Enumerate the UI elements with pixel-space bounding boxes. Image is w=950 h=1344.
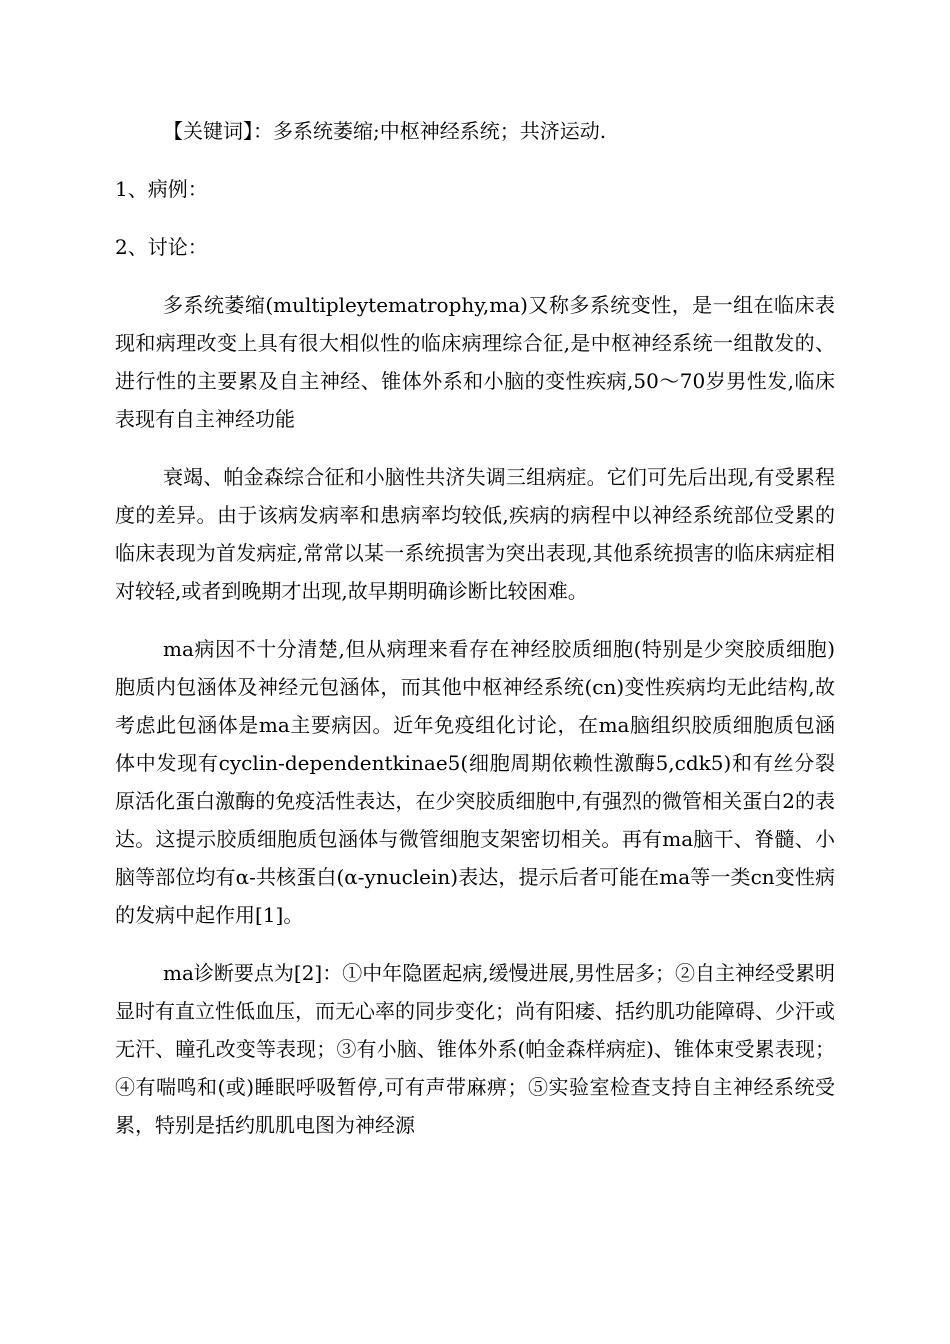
keywords-line: 【关键词】：多系统萎缩;中枢神经系统；共济运动. [163,119,607,143]
document-page [115,112,835,1162]
heading-discussion: 2、讨论： [115,235,208,259]
paragraph-etiology: ma病因不十分清楚,但从病理来看存在神经胶质细胞(特别是少突胶质细胞)胞质内包涵体及神经元包涵体，而其他中枢神经系统(cn)变性疾病均无此结构,故考虑此包涵体是ma主要病因。近年免疫组化讨论，在ma脑组织胶质细胞质包涵体中发现有cyclin-dependentkinae5(细胞周期依赖性激酶5,cdk5)和有丝分裂原活化蛋白激酶的免疫活性表达，在少突胶质细胞中,有强烈的微管相关蛋白2的表达。这提示胶质细胞质包涵体与微管细胞支架密切相关。再有ma脑干、脊髓、小脑等部位均有α-共核蛋白(α-ynuclein)表达，提示后者可能在ma等一类cn变性病的发病中起作用[1]。 [115,637,835,927]
heading-case: 1、病例： [115,177,208,201]
paragraph-definition: 多系统萎缩(multipleytematrophy,ma)又称多系统变性，是一组在临床表现和病理改变上具有很大相似性的临床病理综合征,是中枢神经系统一组散发的、进行性的主要累及自主神经、锥体外系和小脑的变性疾病,50～70岁男性发,临床表现有自主神经功能 [115,293,835,431]
paragraph-diagnosis: ma诊断要点为[2]：①中年隐匿起病,缓慢进展,男性居多；②自主神经受累明显时有直立性低血压，而无心率的同步变化；尚有阳痿、括约肌功能障碍、少汗或无汗、瞳孔改变等表现；③有小脑、锥体外系(帕金森样病症)、锥体束受累表现；④有喘鸣和(或)睡眠呼吸暂停,可有声带麻痹；⑤实验室检查支持自主神经系统受累，特别是括约肌肌电图为神经源 [115,961,835,1137]
paragraph-symptoms: 衰竭、帕金森综合征和小脑性共济失调三组病症。它们可先后出现,有受累程度的差异。由于该病发病率和患病率均较低,疾病的病程中以神经系统部位受累的临床表现为首发病症,常常以某一系统损害为突出表现,其他系统损害的临床病症相对较轻,或者到晚期才出现,故早期明确诊断比较困难。 [115,465,835,603]
